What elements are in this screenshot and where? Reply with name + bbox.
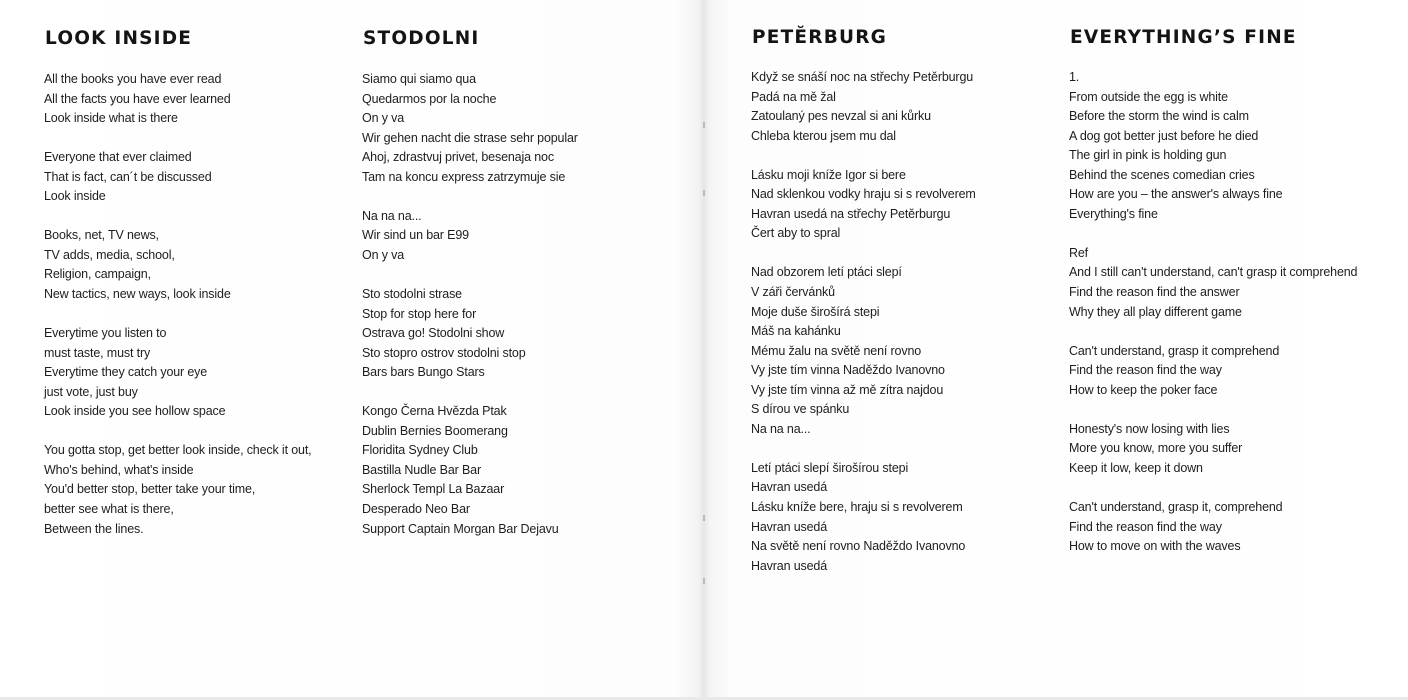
lyric-line: Honesty's now losing with lies <box>1069 421 1230 436</box>
lyric-line: Wir gehen nacht die strase sehr popular <box>362 130 578 145</box>
lyric-line: Když se snáší noc na střechy Petěrburgu <box>751 70 974 84</box>
lyric-line: Bastilla Nudle Bar Bar <box>362 462 481 477</box>
lyric-line: Lásku kníže bere, hraju si s revolverem <box>751 500 963 515</box>
lyrics-list <box>1069 68 1357 557</box>
lyric-line: Na na na... <box>362 208 422 223</box>
lyric-line: Who's behind, what's inside <box>44 462 194 477</box>
lyric-line: Nad obzorem letí ptáci slepí <box>751 265 902 280</box>
lyric-line: Look inside you see hollow space <box>44 404 226 419</box>
lyric-line: All the books you have ever read <box>44 72 222 86</box>
lyric-line: must taste, must try <box>44 345 151 360</box>
lyric-line: On y va <box>362 111 405 126</box>
lyric-line: Moje duše širošírá stepi <box>751 304 880 319</box>
lyric-line: Na světě není rovno Naděždo Ivanovno <box>751 539 966 554</box>
stanza-break <box>751 244 976 264</box>
lyric-line: Nad sklenkou vodky hraju si s revolverem <box>751 187 976 202</box>
lyric-line: Chleba kterou jsem mu dal <box>751 128 896 143</box>
lyric-line: S dírou ve spánku <box>751 402 850 417</box>
lyric-line: 1. <box>1069 70 1080 84</box>
lyric-line: V záři červánků <box>751 285 835 300</box>
lyric-line: Support Captain Morgan Bar Dejavu <box>362 521 559 536</box>
lyric-line: just vote, just buy <box>44 384 138 399</box>
lyric-line: Stop for stop here for <box>362 306 477 321</box>
stanza-break <box>1069 224 1357 244</box>
lyric-line: More you know, more you suffer <box>1069 441 1243 456</box>
lyric-line: Siamo qui siamo qua <box>362 72 476 86</box>
lyric-line: Tam na koncu express zatrzymuje sie <box>362 169 566 184</box>
lyric-line: Wir sind un bar E99 <box>362 228 469 243</box>
fold-mark <box>703 515 705 521</box>
lyric-line: Havran usedá <box>751 558 828 573</box>
lyric-line: That is fact, can´t be discussed <box>44 169 212 184</box>
song-title: PETĔRBURG <box>752 27 888 48</box>
lyric-line: The girl in pink is holding gun <box>1069 148 1227 163</box>
lyric-line: Find the reason find the way <box>1069 363 1222 378</box>
lyric-line: Everytime they catch your eye <box>44 365 208 380</box>
lyric-line: Quedarmos por la noche <box>362 91 497 106</box>
lyrics-list <box>751 68 976 576</box>
lyric-line: Behind the scenes comedian cries <box>1069 167 1255 182</box>
song-title: LOOK INSIDE <box>45 28 193 49</box>
lyric-line: Why they all play different game <box>1069 304 1242 319</box>
lyric-line: Na na na... <box>751 421 811 436</box>
lyric-line: Havran usedá na střechy Petěrburgu <box>751 206 951 221</box>
lyric-line: Desperado Neo Bar <box>362 502 470 517</box>
lyric-line: Religion, campaign, <box>44 267 151 282</box>
stanza-break <box>362 187 578 207</box>
lyrics-list <box>362 70 578 539</box>
lyric-line: Sto stopro ostrov stodolni stop <box>362 345 526 360</box>
stanza-break <box>44 422 311 442</box>
stanza-break <box>1069 400 1357 420</box>
lyric-line: Find the reason find the answer <box>1069 285 1240 300</box>
lyric-line: Books, net, TV news, <box>44 228 159 243</box>
stanza-break <box>751 146 976 166</box>
lyric-line: Dublin Bernies Boomerang <box>362 423 508 438</box>
lyric-line: Before the storm the wind is calm <box>1069 109 1249 124</box>
lyric-line: Ostrava go! Stodolni show <box>362 326 505 341</box>
lyric-line: You'd better stop, better take your time, <box>44 482 256 497</box>
lyric-line: Ahoj, zdrastvuj privet, besenaja noc <box>362 150 554 165</box>
lyric-line: Vy jste tím vinna až mě zítra najdou <box>751 382 944 397</box>
lyric-line: Zatoulaný pes nevzal si ani kůrku <box>751 109 931 124</box>
stanza-break <box>362 383 578 403</box>
lyric-line: better see what is there, <box>44 502 174 517</box>
lyric-line: You gotta stop, get better look inside, check it out, <box>44 443 312 458</box>
fold-mark <box>703 578 705 584</box>
stanza-break <box>751 439 976 459</box>
lyric-line: Čert aby to spral <box>751 226 841 241</box>
lyric-line: Sto stodolni strase <box>362 287 462 302</box>
lyric-line: Ref <box>1069 245 1089 260</box>
lyric-line: All the facts you have ever learned <box>44 91 231 106</box>
lyric-line: Havran usedá <box>751 519 828 534</box>
fold-mark <box>703 122 705 128</box>
stanza-break <box>44 305 311 325</box>
lyric-line: Everyone that ever claimed <box>44 150 192 165</box>
lyric-line: Find the reason find the way <box>1069 519 1222 534</box>
lyric-line: Everytime you listen to <box>44 326 167 341</box>
lyric-line: Vy jste tím vinna Naděždo Ivanovno <box>751 363 945 378</box>
fold-mark <box>703 190 705 196</box>
lyric-line: TV adds, media, school, <box>44 247 175 262</box>
lyric-line: Can't understand, grasp it comprehend <box>1069 343 1280 358</box>
lyric-line: From outside the egg is white <box>1069 89 1228 104</box>
lyric-line: Kongo Černa Hvězda Ptak <box>362 404 507 419</box>
stanza-break <box>362 265 578 285</box>
stanza-break <box>1069 478 1357 498</box>
lyric-line: Between the lines. <box>44 521 144 536</box>
lyric-line: New tactics, new ways, look inside <box>44 287 231 302</box>
lyric-line: Mému žalu na světě není rovno <box>751 343 922 358</box>
lyric-line: How are you – the answer's always fine <box>1069 187 1283 202</box>
lyric-line: Sherlock Templ La Bazaar <box>362 482 505 497</box>
lyric-line: How to keep the poker face <box>1069 382 1218 397</box>
lyric-line: A dog got better just before he died <box>1069 128 1259 143</box>
lyric-line: Lásku moji kníže Igor si bere <box>751 167 906 182</box>
lyric-line: Padá na mě žal <box>751 89 836 104</box>
lyric-line: Can't understand, grasp it, comprehend <box>1069 500 1283 515</box>
stanza-break <box>44 207 311 227</box>
lyric-line: Floridita Sydney Club <box>362 443 478 458</box>
lyric-line: And I still can't understand, can't grasp it comprehend <box>1069 265 1358 280</box>
lyrics-list <box>44 70 311 539</box>
lyric-line: Bars bars Bungo Stars <box>362 365 485 380</box>
lyric-line: How to move on with the waves <box>1069 539 1241 554</box>
song-title: EVERYTHING’S FINE <box>1070 27 1297 48</box>
lyric-line: On y va <box>362 247 405 262</box>
lyric-line: Look inside <box>44 189 106 204</box>
lyric-line: Everything's fine <box>1069 206 1158 221</box>
lyric-line: Keep it low, keep it down <box>1069 460 1203 475</box>
lyric-line: Letí ptáci slepí širošírou stepi <box>751 460 909 475</box>
stanza-break <box>1069 322 1357 342</box>
lyric-line: Máš na kahánku <box>751 324 841 339</box>
stanza-break <box>44 129 311 149</box>
lyric-line: Look inside what is there <box>44 111 178 126</box>
lyric-line: Havran usedá <box>751 480 828 495</box>
song-title: STODOLNI <box>363 28 480 49</box>
